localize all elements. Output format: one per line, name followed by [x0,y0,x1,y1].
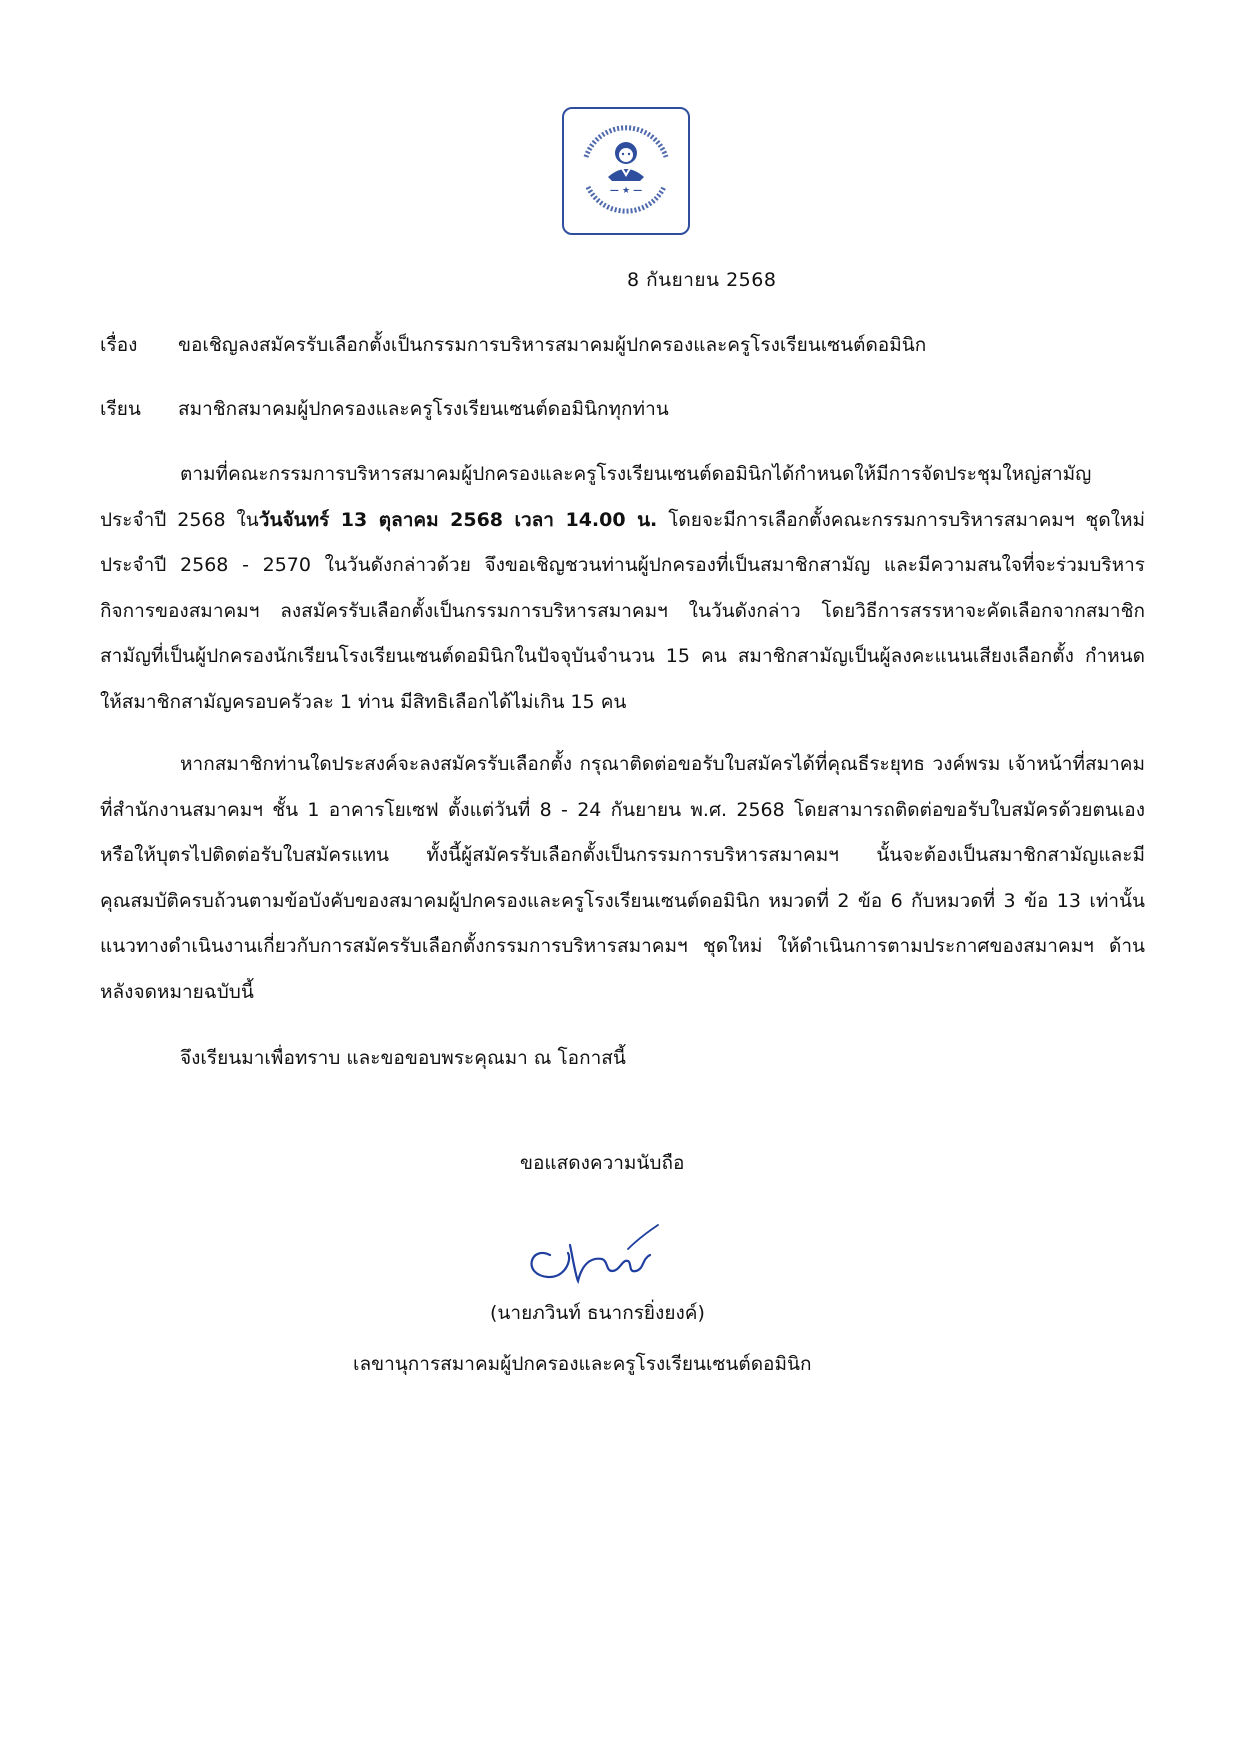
meeting-date-highlight: วันจันทร์ 13 ตุลาคม 2568 เวลา 14.00 น. [258,508,658,531]
paragraph-2: หากสมาชิกท่านใดประสงค์จะลงสมัครรับเลือกตั้ง กรุณาติดต่อขอรับใบสมัครได้ที่คุณธีระยุทธ วงค์พรม เจ้าหน้าที่สมาคม ที่สำนักงานสมาคมฯ ชั้น 1 อาคารโยเซฟ ตั้งแต่วันที่ 8 - 24 กันยายน พ.ศ. 2568 โดยสามารถติดต่อขอรับใบสมัครด้วยตนเอง หรือให้บุตรไปติดต่อรับใบสมัครแทน ทั้งนี้ผู้สมัครรับเลือกตั้งเป็นกรรมการบริหารสมาคมฯ นั้นจะต้องเป็นสมาชิกสามัญและมีคุณสมบัติครบถ้วนตามข้อบังคับของสมาคมผู้ปกครองและครูโรงเรียนเซนต์ดอมินิก หมวดที่ 2 ข้อ 6 กับหมวดที่ 3 ข้อ 13 เท่านั้น แนวทางดำเนินงานเกี่ยวกับการสมัครรับเลือกตั้งกรรมการบริหารสมาคมฯ ชุดใหม่ ให้ดำเนินการตามประกาศของสมาคมฯ ด้านหลังจดหมายฉบับนี้ [100,753,1145,1003]
subject-line [100,330,926,360]
subject-text: ขอเชิญลงสมัครรับเลือกตั้งเป็นกรรมการบริหารสมาคมผู้ปกครองและครูโรงเรียนเซนต์ดอมินิก [178,334,927,356]
subject-label: เรื่อง [100,334,138,356]
recipient-label: เรียน [100,398,141,420]
signer-title: เลขานุการสมาคมผู้ปกครองและครูโรงเรียนเซนต์ดอมินิก [353,1353,812,1375]
paragraph-1-part-1: ตามที่คณะกรรมการบริหารสมาคมผู้ปกครองและครูโรงเรียนเซนต์ดอมินิกได้กำหนดให้มีการจัดประชุมใหญ่สามัญประจำปี 2568 ใน [100,463,1092,531]
recipient-text: สมาชิกสมาคมผู้ปกครองและครูโรงเรียนเซนต์ดอมินิกทุกท่าน [178,398,669,420]
paragraph-1 [100,452,1145,725]
svg-text:— ★ —: — ★ — [609,186,643,196]
association-seal-icon [564,109,688,233]
association-logo [562,107,690,235]
handwritten-signature-icon [510,1215,720,1305]
paragraph-1-part-2: โดยจะมีการเลือกตั้งคณะกรรมการบริหารสมาคมฯ ชุดใหม่ ประจำปี 2568 - 2570 ในวันดังกล่าวด้วย จึงขอเชิญชวนท่านผู้ปกครองที่เป็นสมาชิกสามัญ และมีความสนใจที่จะร่วมบริหารกิจการของสมาคมฯ ลงสมัครรับเลือกตั้งเป็นกรรมการบริหารสมาคมฯ ในวันดังกล่าว โดยวิธีการสรรหาจะคัดเลือกจากสมาชิกสามัญที่เป็นผู้ปกครองนักเรียนโรงเรียนเซนต์ดอมินิกในปัจจุบันจำนวน 15 คน สมาชิกสามัญเป็นผู้ลงคะแนนเสียงเลือกตั้ง กำหนดให้สมาชิกสามัญครอบครัวละ 1 ท่าน มีสิทธิเลือกได้ไม่เกิน 15 คน [100,508,1145,713]
signer-name: (นายภวินท์ ธนากรยิ่งยงค์) [490,1302,705,1324]
recipient-line [100,394,669,424]
closing-phrase: ขอแสดงความนับถือ [520,1152,685,1174]
letter-date: 8 กันยายน 2568 [627,269,777,291]
paragraph-3: จึงเรียนมาเพื่อทราบ และขอขอบพระคุณมา ณ โอกาสนี้ [180,1047,626,1069]
